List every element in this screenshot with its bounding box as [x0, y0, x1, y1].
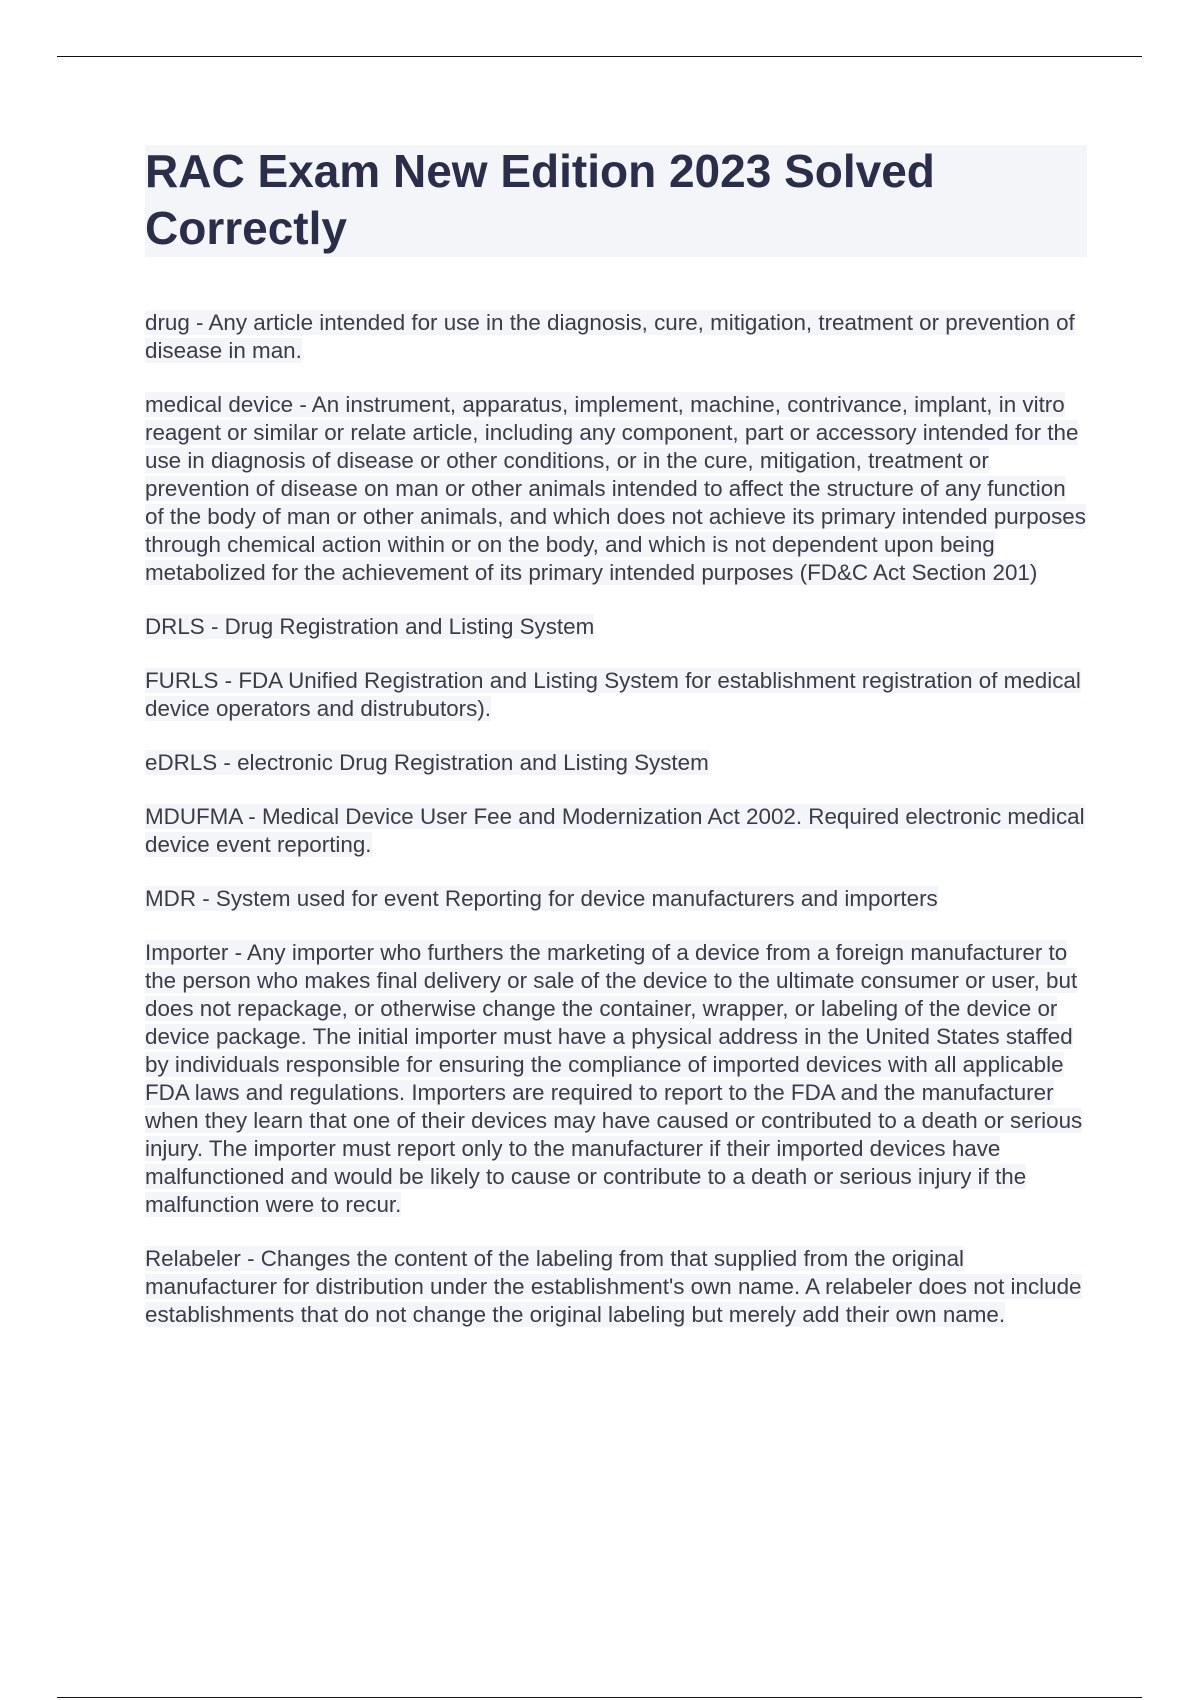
qa-entry-text: eDRLS - electronic Drug Registration and Listing System	[145, 750, 709, 775]
qa-entry-text: drug - Any article intended for use in the diagnosis, cure, mitigation, treatment or prevention of disease in man.	[145, 310, 1075, 363]
entry-definition: An instrument, apparatus, implement, machine, contrivance, implant, in vitro reagent or similar or relate article, including any component, part or accessory intended for the use in diagnosis of disease or other conditions, or in the cure, mitigation, treatment or prevention of disease on man or other animals intended to affect the structure of any function of the body of man or other animals, and which does not achieve its primary intended purposes through chemical action within or on the body, and which is not dependent upon being metabolized for the achievement of its primary intended purposes (FD&C Act Section 201)	[145, 392, 1086, 585]
entry-definition: System used for event Reporting for device manufacturers and importers	[215, 886, 938, 911]
qa-entry-text: DRLS - Drug Registration and Listing System	[145, 614, 595, 639]
entry-term: medical device	[145, 392, 294, 417]
entry-term: drug	[145, 310, 190, 335]
entry-term: eDRLS	[145, 750, 218, 775]
entry-definition: electronic Drug Registration and Listing System	[237, 750, 709, 775]
qa-entry	[145, 1245, 1090, 1329]
page-title: RAC Exam New Edition 2023 Solved Correctly	[145, 145, 935, 254]
qa-entry	[145, 613, 1090, 641]
entry-term: Importer	[145, 940, 229, 965]
entry-term: DRLS	[145, 614, 205, 639]
qa-entry	[145, 391, 1090, 587]
qa-entry	[145, 939, 1090, 1219]
qa-entry-text: medical device - An instrument, apparatus, implement, machine, contrivance, implant, in vitro reagent or similar or relate article, including any component, part or accessory intended for the use in diagnosis of disease or other conditions, or in the cure, mitigation, treatment or prevention of disease on man or other animals intended to affect the structure of any function of the body of man or other animals, and which does not achieve its primary intended purposes through chemical action within or on the body, and which is not dependent upon being metabolized for the achievement of its primary intended purposes (FD&C Act Section 201)	[145, 392, 1086, 585]
qa-entry	[145, 803, 1090, 859]
footer-rule	[57, 1697, 1142, 1698]
entry-term: Relabeler	[145, 1246, 241, 1271]
entry-term: FURLS	[145, 668, 219, 693]
qa-entry-text: MDUFMA - Medical Device User Fee and Modernization Act 2002. Required electronic medical device event reporting.	[145, 804, 1085, 857]
entry-term: MDR	[145, 886, 196, 911]
qa-entry	[145, 749, 1090, 777]
entry-term: MDUFMA	[145, 804, 243, 829]
qa-entry	[145, 309, 1090, 365]
qa-entry-text: Relabeler - Changes the content of the labeling from that supplied from the original manufacturer for distribution under the establishment's own name. A relabeler does not include establishments that do not change the original labeling but merely add their own name.	[145, 1246, 1082, 1327]
qa-entry-text: FURLS - FDA Unified Registration and Listing System for establishment registration of medical device operators and distrubutors).	[145, 668, 1081, 721]
entry-definition: Any article intended for use in the diagnosis, cure, mitigation, treatment or prevention of disease in man.	[145, 310, 1075, 363]
entry-definition: Any importer who furthers the marketing of a device from a foreign manufacturer to the person who makes final delivery or sale of the device to the ultimate consumer or user, but does not repackage, or otherwise change the container, wrapper, or labeling of the device or device package. The initial importer must have a physical address in the United States staffed by individuals responsible for ensuring the compliance of imported devices with all applicable FDA laws and regulations. Importers are required to report to the FDA and the manufacturer when they learn that one of their devices may have caused or contributed to a death or serious injury. The importer must report only to the manufacturer if their imported devices have malfunctioned and would be likely to cause or contribute to a death or serious injury if the malfunction were to recur.	[145, 940, 1083, 1217]
qa-entry-text: MDR - System used for event Reporting for device manufacturers and importers	[145, 886, 938, 911]
entry-definition: Drug Registration and Listing System	[224, 614, 595, 639]
entry-definition: Changes the content of the labeling from that supplied from the original manufacturer for distribution under the establishment's own name. A relabeler does not include establishments that do not change the original labeling but merely add their own name.	[145, 1246, 1082, 1327]
qa-entry	[145, 667, 1090, 723]
entry-definition: FDA Unified Registration and Listing System for establishment registration of medical device operators and distrubutors).	[145, 668, 1081, 721]
qa-entry	[145, 885, 1090, 913]
header-rule	[57, 56, 1142, 57]
qa-list	[145, 309, 1090, 1355]
entry-definition: Medical Device User Fee and Modernization Act 2002. Required electronic medical device event reporting.	[145, 804, 1085, 857]
qa-entry-text: Importer - Any importer who furthers the marketing of a device from a foreign manufacturer to the person who makes final delivery or sale of the device to the ultimate consumer or user, but does not repackage, or otherwise change the container, wrapper, or labeling of the device or device package. The initial importer must have a physical address in the United States staffed by individuals responsible for ensuring the compliance of imported devices with all applicable FDA laws and regulations. Importers are required to report to the FDA and the manufacturer when they learn that one of their devices may have caused or contributed to a death or serious injury. The importer must report only to the manufacturer if their imported devices have malfunctioned and would be likely to cause or contribute to a death or serious injury if the malfunction were to recur.	[145, 940, 1083, 1217]
